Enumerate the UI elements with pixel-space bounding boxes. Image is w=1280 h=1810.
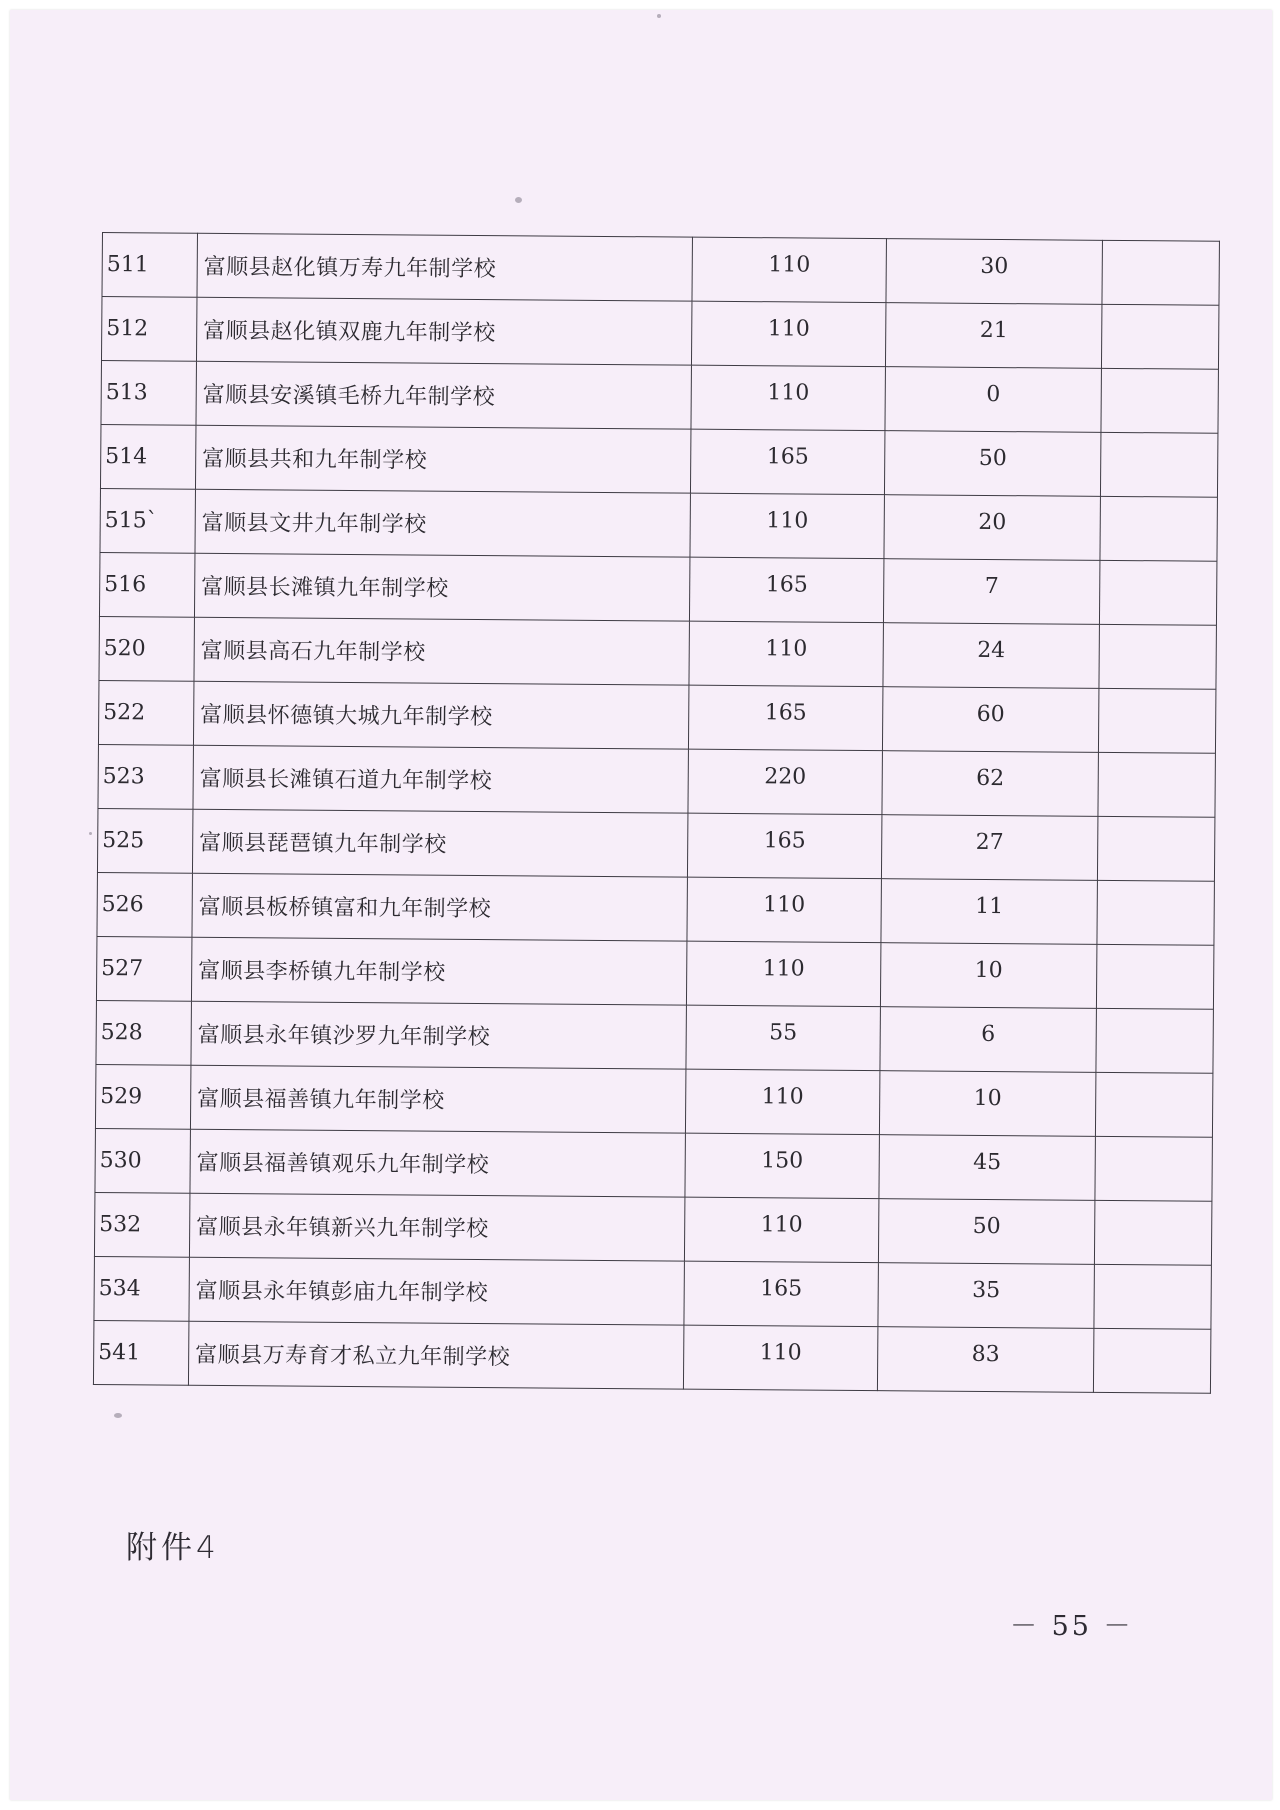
row-number-cell — [96, 1000, 191, 1065]
quota-cell — [691, 365, 885, 431]
row-number-cell-text: 529 — [100, 1084, 143, 1110]
row-number-cell — [94, 1192, 189, 1257]
remark-cell — [1094, 1200, 1211, 1265]
row-number-cell — [99, 552, 194, 617]
count-cell-text: 83 — [971, 1341, 1000, 1368]
school-name-cell-text: 富顺县永年镇彭庙九年制学校 — [195, 1278, 489, 1307]
count-cell — [886, 239, 1102, 305]
row-number-cell — [99, 616, 194, 681]
school-name-cell — [196, 297, 691, 365]
remark-cell — [1096, 944, 1213, 1009]
school-name-cell — [195, 425, 690, 493]
table-row — [101, 297, 1218, 370]
school-name-cell — [193, 681, 688, 749]
count-cell — [883, 559, 1099, 625]
row-number-cell-text: 530 — [99, 1148, 142, 1174]
table-row — [96, 936, 1213, 1009]
row-number-cell — [101, 297, 196, 362]
row-number-cell-text: 516 — [104, 572, 147, 598]
school-name-cell — [196, 361, 691, 429]
count-cell — [884, 431, 1100, 497]
row-number-cell — [94, 1256, 189, 1321]
count-cell — [880, 1007, 1096, 1073]
quota-cell-text: 165 — [763, 828, 806, 854]
table-row — [98, 680, 1215, 753]
quota-cell-text: 165 — [760, 1276, 803, 1302]
school-name-cell-text: 富顺县长滩镇九年制学校 — [201, 574, 449, 602]
quota-cell — [686, 1005, 880, 1071]
quota-cell-text: 110 — [768, 252, 811, 278]
table-row — [94, 1192, 1211, 1265]
count-cell — [878, 1263, 1094, 1329]
school-name-cell — [191, 1001, 686, 1069]
quota-cell-text: 110 — [762, 956, 805, 982]
school-name-cell-text: 富顺县高石九年制学校 — [200, 638, 426, 666]
row-number-cell-text: 511 — [106, 252, 149, 278]
count-cell-text: 62 — [976, 765, 1005, 792]
school-name-cell — [193, 745, 688, 813]
row-number-cell — [100, 424, 195, 489]
quota-cell — [685, 1069, 879, 1135]
count-cell-text: 24 — [977, 637, 1006, 664]
count-cell — [880, 943, 1096, 1009]
row-number-cell-text: 522 — [103, 700, 146, 726]
remark-cell — [1100, 432, 1217, 497]
school-name-cell-text: 富顺县共和九年制学校 — [202, 446, 428, 474]
row-number-cell — [96, 936, 191, 1001]
count-cell-text: 20 — [978, 509, 1007, 536]
row-number-cell — [93, 1320, 188, 1385]
row-number-cell — [97, 872, 192, 937]
school-name-cell — [195, 489, 690, 557]
table-row — [99, 552, 1216, 625]
count-cell — [885, 303, 1101, 369]
row-number-cell — [95, 1128, 190, 1193]
count-cell — [884, 495, 1100, 561]
count-cell-text: 60 — [976, 701, 1005, 728]
row-number-cell — [102, 233, 197, 298]
page-number: － 55 － — [1010, 1611, 1134, 1642]
school-name-cell — [192, 873, 687, 941]
remark-cell — [1098, 752, 1215, 817]
table-row — [95, 1064, 1212, 1137]
quota-cell-text: 110 — [759, 1340, 802, 1366]
count-cell-text: 10 — [974, 957, 1003, 984]
count-cell-text: 11 — [975, 893, 1004, 920]
school-name-cell — [192, 809, 687, 877]
row-number-cell — [100, 488, 195, 553]
row-number-cell — [98, 680, 193, 745]
quota-cell — [685, 1133, 879, 1199]
count-cell — [882, 687, 1098, 753]
quota-cell — [684, 1261, 878, 1327]
table-row — [97, 872, 1214, 945]
row-number-cell-text: 527 — [101, 956, 144, 982]
remark-cell — [1100, 496, 1217, 561]
table-row — [95, 1128, 1212, 1201]
quota-cell-text: 110 — [761, 1084, 804, 1110]
count-cell-text: 30 — [980, 253, 1009, 280]
count-cell-text: 45 — [973, 1149, 1002, 1176]
row-number-cell-text: 526 — [101, 892, 144, 918]
quota-cell — [690, 429, 884, 495]
school-name-cell — [194, 553, 689, 621]
row-number-cell-text: 515` — [104, 508, 158, 534]
remark-cell — [1096, 1008, 1213, 1073]
table-row — [96, 1000, 1213, 1073]
quota-cell-text: 165 — [764, 700, 807, 726]
table-row — [97, 808, 1214, 881]
quota-cell-text: 55 — [769, 1020, 798, 1046]
quota-cell — [689, 621, 883, 687]
school-name-cell-text: 富顺县怀德镇大城九年制学校 — [200, 702, 493, 731]
table-row — [101, 360, 1218, 433]
school-name-cell-text: 富顺县赵化镇万寿九年制学校 — [203, 254, 497, 283]
school-name-cell — [189, 1257, 684, 1325]
remark-cell — [1101, 368, 1218, 433]
quota-cell-text: 165 — [765, 572, 808, 598]
school-name-cell — [190, 1065, 685, 1133]
count-cell — [881, 815, 1097, 881]
quota-cell — [684, 1197, 878, 1263]
row-number-cell-text: 514 — [105, 444, 148, 470]
table-row — [94, 1256, 1211, 1329]
count-cell — [877, 1327, 1093, 1393]
count-cell-text: 0 — [986, 381, 1001, 408]
remark-cell — [1097, 816, 1214, 881]
row-number-cell-text: 532 — [99, 1212, 142, 1238]
count-cell — [879, 1135, 1095, 1201]
remark-cell — [1097, 880, 1214, 945]
school-name-cell-text: 富顺县赵化镇双鹿九年制学校 — [203, 318, 496, 347]
school-name-cell-text: 富顺县文井九年制学校 — [201, 510, 427, 538]
count-cell — [881, 879, 1097, 945]
school-name-cell — [188, 1321, 683, 1389]
remark-cell — [1098, 688, 1215, 753]
count-cell — [882, 751, 1098, 817]
count-cell — [878, 1199, 1094, 1265]
remark-cell — [1099, 624, 1216, 689]
quota-cell-text: 110 — [767, 380, 810, 406]
row-number-cell-text: 525 — [102, 828, 145, 854]
remark-cell — [1095, 1136, 1212, 1201]
count-cell — [885, 367, 1101, 433]
quota-cell — [689, 557, 883, 623]
table-row — [100, 488, 1217, 561]
row-number-cell-text: 512 — [106, 316, 149, 342]
count-cell-text: 21 — [979, 317, 1008, 344]
quota-cell-text: 110 — [766, 508, 809, 534]
row-number-cell — [101, 360, 196, 425]
count-cell — [879, 1071, 1095, 1137]
table-row — [102, 233, 1219, 306]
quota-cell — [687, 813, 881, 879]
school-table-body — [93, 233, 1219, 1394]
count-cell-text: 10 — [973, 1085, 1002, 1112]
quota-cell-text: 165 — [766, 444, 809, 470]
quota-cell-text: 110 — [767, 316, 810, 342]
quota-cell — [687, 877, 881, 943]
remark-cell — [1095, 1072, 1212, 1137]
attachment-label: 附件4 — [126, 1530, 220, 1566]
table-row — [98, 744, 1215, 817]
count-cell-text: 7 — [984, 573, 999, 600]
quota-cell — [692, 237, 886, 303]
scan-speck — [657, 14, 661, 18]
row-number-cell-text: 513 — [105, 380, 148, 406]
row-number-cell — [98, 744, 193, 809]
quota-cell-text: 110 — [763, 892, 806, 918]
school-name-cell — [189, 1193, 684, 1261]
row-number-cell-text: 523 — [102, 764, 145, 790]
row-number-cell-text: 541 — [98, 1340, 141, 1366]
remark-cell — [1102, 240, 1219, 305]
school-name-cell — [190, 1129, 685, 1197]
count-cell — [883, 623, 1099, 689]
row-number-cell-text: 520 — [103, 636, 146, 662]
quota-cell-text: 110 — [765, 636, 808, 662]
remark-cell — [1093, 1328, 1210, 1393]
count-cell-text: 50 — [978, 445, 1007, 472]
quota-cell-text: 110 — [760, 1212, 803, 1238]
count-cell-text: 35 — [972, 1277, 1001, 1304]
quota-cell — [688, 749, 882, 815]
count-cell-text: 6 — [981, 1021, 996, 1048]
row-number-cell — [95, 1064, 190, 1129]
school-name-cell-text: 富顺县福善镇九年制学校 — [197, 1086, 445, 1114]
count-cell-text: 50 — [972, 1213, 1001, 1240]
row-number-cell-text: 528 — [100, 1020, 143, 1046]
remark-cell — [1094, 1264, 1211, 1329]
scan-speck — [114, 1413, 122, 1418]
school-name-cell-text: 富顺县长滩镇石道九年制学校 — [199, 766, 493, 795]
quota-cell — [683, 1325, 877, 1391]
quota-cell — [691, 301, 885, 367]
school-name-cell-text: 富顺县万寿育才私立九年制学校 — [195, 1342, 511, 1371]
remark-cell — [1099, 560, 1216, 625]
school-name-cell-text: 富顺县琵琶镇九年制学校 — [199, 830, 447, 858]
quota-cell — [690, 493, 884, 559]
count-cell-text: 27 — [975, 829, 1004, 856]
table-row — [99, 616, 1216, 689]
scan-speck — [515, 197, 522, 203]
table-row — [100, 424, 1217, 497]
school-name-cell-text: 富顺县板桥镇富和九年制学校 — [198, 894, 492, 923]
school-table-container — [93, 232, 1219, 1394]
school-name-cell — [191, 937, 686, 1005]
table-row — [93, 1320, 1210, 1393]
document-page — [10, 10, 1272, 1800]
school-name-cell — [197, 233, 692, 301]
row-number-cell-text: 534 — [98, 1276, 141, 1302]
school-name-cell — [194, 617, 689, 685]
quota-cell — [686, 941, 880, 1007]
school-name-cell-text: 富顺县永年镇新兴九年制学校 — [196, 1214, 489, 1243]
quota-cell-text: 150 — [761, 1148, 804, 1174]
school-table — [93, 232, 1220, 1394]
school-name-cell-text: 富顺县李桥镇九年制学校 — [198, 958, 446, 986]
quota-cell — [688, 685, 882, 751]
scan-speck — [89, 832, 92, 835]
school-name-cell-text: 富顺县永年镇沙罗九年制学校 — [197, 1022, 491, 1051]
school-name-cell-text: 富顺县安溪镇毛桥九年制学校 — [202, 382, 496, 411]
remark-cell — [1101, 304, 1218, 369]
quota-cell-text: 220 — [764, 764, 807, 790]
row-number-cell — [97, 808, 192, 873]
school-name-cell-text: 富顺县福善镇观乐九年制学校 — [196, 1150, 490, 1179]
